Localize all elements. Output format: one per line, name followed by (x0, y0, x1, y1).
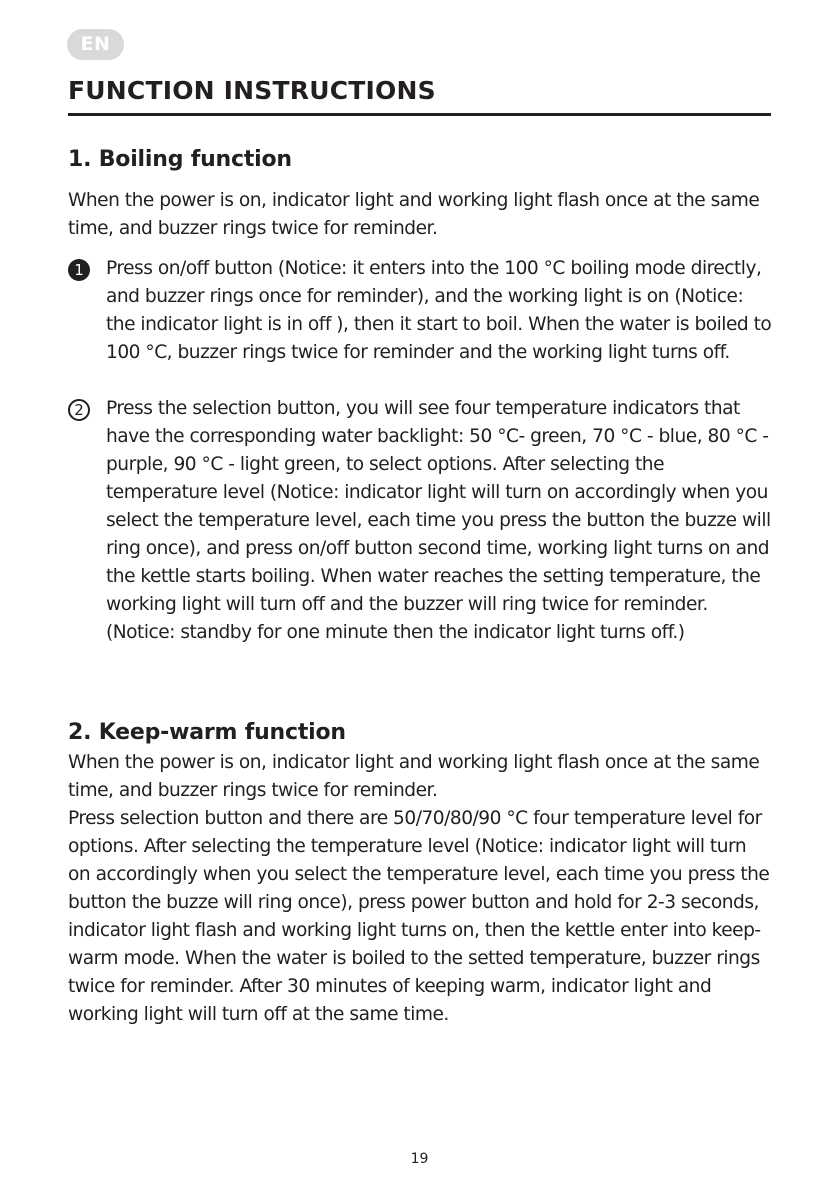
page-number: 19 (410, 1151, 429, 1167)
boiling-step-2 (68, 395, 773, 647)
boiling-step-1-text: Press on/off button (Notice: it enters into the 100 °C boiling mode directly, and buzzer rings once for reminder), and the working light is on (Notice: the indicator light is in off ), then it start to boil. When the water is boiled to 100 °C, buzzer rings twice for reminder and the working light turns off. (106, 258, 772, 363)
keep-warm-body-paragraph: Press selection button and there are 50/70/80/90 °C four temperature level for options. After selecting the temperature level (Notice: indicator light will turn on accordingly when you select the temperature level, each time you press the button the buzze will ring once), press power button and hold for 2-3 seconds, indicator light flash and working light turns on, then the kettle enter into keep-warm mode. When the water is boiled to the setted temperature, buzzer rings twice for reminder. After 30 minutes of keeping warm, indicator light and working light will turn off at the same time. (68, 808, 770, 1025)
keep-warm-intro-paragraph: When the power is on, indicator light and working light flash once at the same time, and buzzer rings twice for reminder. (68, 752, 760, 801)
boiling-intro-paragraph: When the power is on, indicator light and working light flash once at the same time, and buzzer rings twice for reminder. (68, 190, 760, 239)
boiling-step-2-text: Press the selection button, you will see four temperature indicators that have the corresponding water backlight: 50 °C- green, 70 °C - blue, 80 °C - purple, 90 °C - light green, to select options. After selecting the temperature level (Notice: indicator light will turn on accordingly when you select the temperature level, each time you press the button the buzze will ring once), and press on/off button second time, working light turns on and the kettle starts boiling. When water reaches the setting temperature, the working light will turn off and the buzzer will ring twice for reminder. (Notice: standby for one minute then the indicator light turns off.) (106, 398, 771, 643)
boiling-step-1 (68, 255, 773, 367)
page-title: FUNCTION INSTRUCTIONS (68, 76, 436, 105)
keep-warm-function-heading: 2. Keep-warm function (68, 720, 346, 745)
boiling-function-heading: 1. Boiling function (68, 147, 292, 172)
step-number-2-badge: 2 (68, 399, 90, 421)
step-number-1-badge: 1 (68, 259, 90, 281)
language-badge: EN (67, 29, 124, 60)
title-divider (68, 113, 771, 116)
